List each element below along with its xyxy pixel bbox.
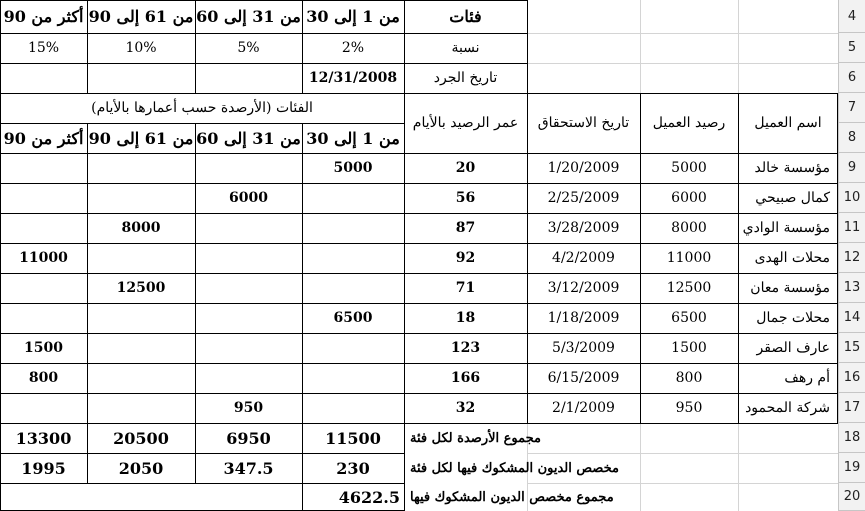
border-line xyxy=(0,273,838,274)
balance-cell[interactable]: 6500 xyxy=(671,310,707,326)
empty-cell[interactable] xyxy=(0,483,302,511)
bucket-1-30-cell[interactable] xyxy=(302,183,404,213)
bucket-1-30-cell[interactable] xyxy=(302,273,404,303)
age-cell[interactable]: 18 xyxy=(455,310,476,326)
bucket-header-31-60[interactable]: من 31 إلى 60 xyxy=(196,7,301,26)
balance-cell[interactable]: 6000 xyxy=(671,190,707,206)
sum-31-60[interactable]: 6950 xyxy=(226,428,271,448)
inventory-date-label[interactable]: تاريخ الجرد xyxy=(433,70,498,86)
border-line xyxy=(0,93,1,511)
due-date-cell[interactable]: 1/20/2009 xyxy=(547,160,620,176)
border-line xyxy=(0,333,838,334)
group-header-buckets[interactable]: الفئات (الأرصدة حسب أعمارها بالأيام) xyxy=(91,100,313,116)
age-cell[interactable]: 92 xyxy=(455,250,476,266)
border-line xyxy=(0,303,838,304)
bucket-over-90-cell[interactable] xyxy=(0,183,87,213)
bucket-31-60-cell[interactable] xyxy=(195,213,302,243)
border-line xyxy=(0,213,838,214)
provision-label[interactable]: مخصص الديون المشكوك فيها لكل فئة xyxy=(410,460,619,476)
border-line xyxy=(0,153,838,154)
balance-cell[interactable]: 11000 xyxy=(666,250,712,266)
grand-total-label[interactable]: مجموع مخصص الديون المشكوك فيها xyxy=(410,489,614,505)
client-name-cell[interactable]: أم رهف xyxy=(784,370,830,386)
bucket-1-30-cell[interactable] xyxy=(302,393,404,423)
gridline xyxy=(738,423,739,511)
border-line xyxy=(0,33,528,34)
border-line xyxy=(0,0,528,1)
bucket-header-61-90[interactable]: من 61 إلى 90 xyxy=(88,7,194,26)
bucket-61-90-cell[interactable] xyxy=(87,303,195,333)
sub-header-1-30[interactable]: من 1 إلى 30 xyxy=(306,128,400,148)
row-header-10[interactable]: 10 xyxy=(838,183,865,213)
client-name-cell[interactable]: مؤسسة خالد xyxy=(754,160,830,176)
border-line xyxy=(404,0,405,93)
row-header-6[interactable]: 6 xyxy=(838,63,865,93)
bucket-31-60-cell[interactable] xyxy=(195,303,302,333)
row-header-9[interactable]: 9 xyxy=(838,153,865,183)
border-line xyxy=(738,93,739,423)
balance-cell[interactable]: 5000 xyxy=(671,160,707,176)
percent-label[interactable]: نسبة xyxy=(451,40,480,56)
sum-1-30[interactable]: 11500 xyxy=(325,428,381,448)
bucket-61-90-cell[interactable] xyxy=(87,153,195,183)
border-line xyxy=(640,93,641,423)
bucket-31-60-cell[interactable]: 950 xyxy=(233,400,264,416)
provision-1-30[interactable]: 230 xyxy=(336,458,370,478)
bucket-over-90-cell[interactable]: 11000 xyxy=(19,250,68,266)
border-line xyxy=(0,123,404,124)
sub-header-31-60[interactable]: من 31 إلى 60 xyxy=(196,128,301,148)
bucket-61-90-cell[interactable] xyxy=(87,393,195,423)
bucket-61-90-cell[interactable] xyxy=(87,183,195,213)
border-line xyxy=(527,93,528,423)
border-line xyxy=(0,243,838,244)
bucket-1-30-cell[interactable] xyxy=(302,333,404,363)
sub-header-61-90[interactable]: من 61 إلى 90 xyxy=(88,128,194,148)
row-header-8[interactable]: 8 xyxy=(838,123,865,153)
bucket-header-over-90[interactable]: أكثر من 90 xyxy=(3,7,84,26)
due-date-cell[interactable]: 1/18/2009 xyxy=(547,310,620,326)
bucket-over-90-cell[interactable]: 1500 xyxy=(24,340,63,356)
border-line xyxy=(0,483,404,484)
balance-cell[interactable]: 800 xyxy=(675,370,703,386)
bucket-over-90-cell[interactable] xyxy=(0,393,87,423)
balance-cell[interactable]: 1500 xyxy=(671,340,707,356)
balance-cell[interactable]: 8000 xyxy=(671,220,707,236)
percent-61-90[interactable]: 10% xyxy=(125,40,157,56)
client-name-cell[interactable]: مؤسسة الوادي xyxy=(742,220,830,236)
border-line xyxy=(0,393,838,394)
client-name-cell[interactable]: محلات الهدى xyxy=(754,250,830,266)
bucket-31-60-cell[interactable] xyxy=(195,243,302,273)
age-cell[interactable]: 56 xyxy=(455,190,476,206)
border-line xyxy=(404,93,405,511)
balance-cell[interactable]: 950 xyxy=(675,400,703,416)
bucket-31-60-cell[interactable] xyxy=(195,363,302,393)
empty-cell[interactable] xyxy=(0,63,302,93)
col-header-client[interactable]: اسم العميل xyxy=(754,115,822,131)
age-cell[interactable]: 123 xyxy=(450,340,481,356)
age-cell[interactable]: 20 xyxy=(455,160,476,176)
balance-cell[interactable]: 12500 xyxy=(666,280,712,296)
sub-header-over-90[interactable]: أكثر من 90 xyxy=(3,128,84,148)
client-name-cell[interactable]: كمال صبيحي xyxy=(755,190,830,206)
percent-1-30[interactable]: 2% xyxy=(341,40,365,56)
age-cell[interactable]: 32 xyxy=(455,400,476,416)
row-header-12[interactable]: 12 xyxy=(838,243,865,273)
sum-61-90[interactable]: 20500 xyxy=(113,428,169,448)
bucket-61-90-cell[interactable] xyxy=(87,363,195,393)
border-line xyxy=(837,93,838,423)
border-line xyxy=(0,423,838,424)
border-line xyxy=(302,0,303,93)
inventory-date-value[interactable]: 12/31/2008 xyxy=(308,70,398,86)
bucket-over-90-cell[interactable] xyxy=(0,213,87,243)
bucket-31-60-cell[interactable] xyxy=(195,333,302,363)
gridline xyxy=(640,0,641,93)
client-name-cell[interactable]: عارف الصقر xyxy=(756,340,830,356)
bucket-31-60-cell[interactable] xyxy=(195,273,302,303)
row-header-5[interactable]: 5 xyxy=(838,33,865,63)
bucket-31-60-cell[interactable] xyxy=(195,153,302,183)
provision-31-60[interactable]: 347.5 xyxy=(223,458,274,478)
row-header-19[interactable]: 19 xyxy=(838,453,865,483)
client-name-cell[interactable]: مؤسسة معان xyxy=(750,280,830,296)
sum-label[interactable]: مجموع الأرصدة لكل فئة xyxy=(410,430,541,446)
bucket-over-90-cell[interactable]: 800 xyxy=(28,370,59,386)
border-line xyxy=(404,93,838,94)
row-header-13[interactable]: 13 xyxy=(838,273,865,303)
bucket-1-30-cell[interactable]: 6500 xyxy=(333,310,373,326)
border-line xyxy=(0,183,838,184)
categories-label[interactable]: فئات xyxy=(449,7,482,26)
client-name-cell[interactable]: محلات جمال xyxy=(756,310,830,326)
row-header-16[interactable]: 16 xyxy=(838,363,865,393)
sum-over-90[interactable]: 13300 xyxy=(15,428,72,448)
border-line xyxy=(302,483,303,511)
border-line xyxy=(195,0,196,93)
bucket-61-90-cell[interactable] xyxy=(87,333,195,363)
due-date-cell[interactable]: 3/28/2009 xyxy=(547,220,620,236)
provision-61-90[interactable]: 2050 xyxy=(118,458,164,478)
row-header-17[interactable]: 17 xyxy=(838,393,865,423)
bucket-61-90-cell[interactable] xyxy=(87,243,195,273)
row-header-15[interactable]: 15 xyxy=(838,333,865,363)
age-cell[interactable]: 166 xyxy=(450,370,481,386)
bucket-31-60-cell[interactable]: 6000 xyxy=(229,190,268,206)
percent-31-60[interactable]: 5% xyxy=(237,40,260,56)
col-header-due-date[interactable]: تاريخ الاستحقاق xyxy=(537,115,630,131)
row-header-4[interactable]: 4 xyxy=(838,0,865,33)
age-cell[interactable]: 71 xyxy=(455,280,476,296)
due-date-cell[interactable]: 2/25/2009 xyxy=(547,190,620,206)
bucket-61-90-cell[interactable]: 12500 xyxy=(116,280,166,296)
border-line xyxy=(0,0,1,93)
provision-over-90[interactable]: 1995 xyxy=(21,458,66,478)
gridline xyxy=(738,0,739,93)
bucket-header-1-30[interactable]: من 1 إلى 30 xyxy=(306,7,400,26)
border-line xyxy=(527,0,528,93)
bucket-over-90-cell[interactable] xyxy=(0,153,87,183)
age-cell[interactable]: 87 xyxy=(455,220,476,236)
grand-total-value[interactable]: 4622.5 xyxy=(338,487,400,507)
due-date-cell[interactable]: 4/2/2009 xyxy=(552,250,615,266)
border-line xyxy=(0,453,404,454)
bucket-1-30-cell[interactable]: 5000 xyxy=(333,160,373,176)
border-line xyxy=(0,363,838,364)
due-date-cell[interactable]: 5/3/2009 xyxy=(552,340,615,356)
row-header-18[interactable]: 18 xyxy=(838,423,865,453)
due-date-cell[interactable]: 2/1/2009 xyxy=(552,400,615,416)
row-header-7[interactable]: 7 xyxy=(838,93,865,123)
due-date-cell[interactable]: 3/12/2009 xyxy=(547,280,620,296)
percent-over-90[interactable]: 15% xyxy=(27,40,60,56)
row-header-14[interactable]: 14 xyxy=(838,303,865,333)
bucket-61-90-cell[interactable]: 8000 xyxy=(121,220,161,236)
bucket-1-30-cell[interactable] xyxy=(302,213,404,243)
due-date-cell[interactable]: 6/15/2009 xyxy=(547,370,620,386)
client-name-cell[interactable]: شركة المحمود xyxy=(745,400,830,416)
bucket-over-90-cell[interactable] xyxy=(0,303,87,333)
row-header-11[interactable]: 11 xyxy=(838,213,865,243)
col-header-balance[interactable]: رصيد العميل xyxy=(652,115,726,131)
col-header-age[interactable]: عمر الرصيد بالأيام xyxy=(412,115,519,131)
bucket-over-90-cell[interactable] xyxy=(0,273,87,303)
border-line xyxy=(87,0,88,93)
bucket-1-30-cell[interactable] xyxy=(302,363,404,393)
row-header-20[interactable]: 20 xyxy=(838,483,865,511)
border-line xyxy=(0,63,528,64)
bucket-1-30-cell[interactable] xyxy=(302,243,404,273)
